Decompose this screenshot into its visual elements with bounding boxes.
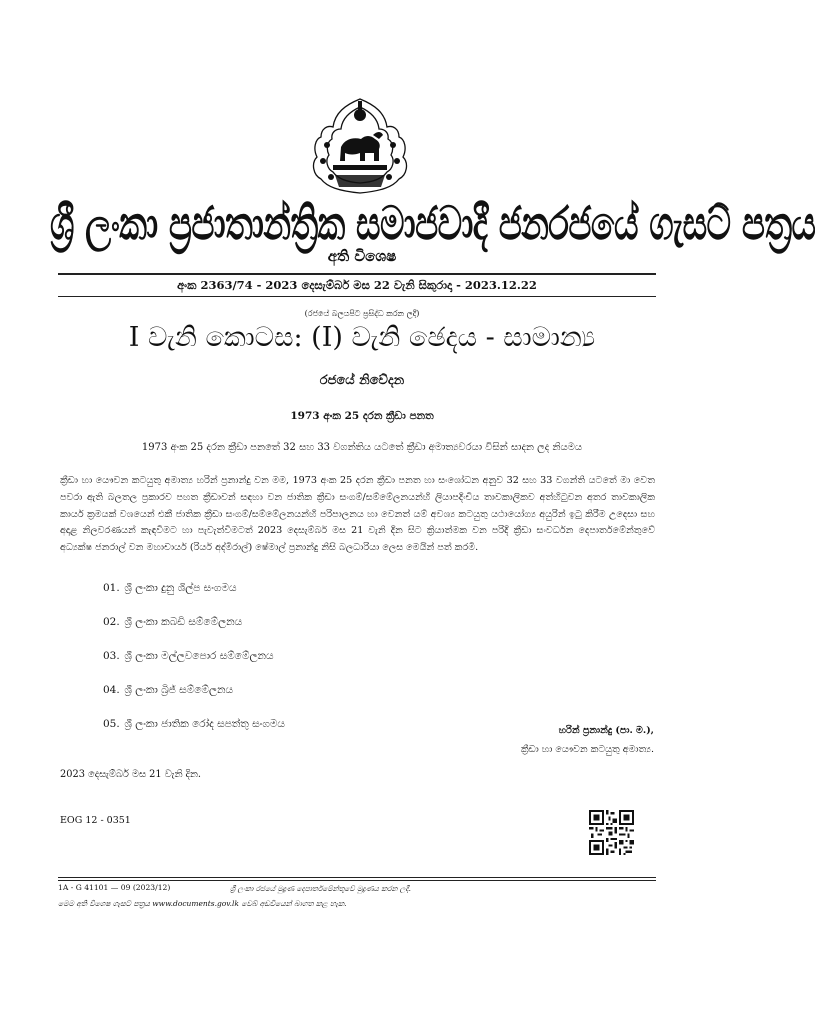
list-item-number: 05. — [103, 718, 120, 730]
gazette-subtitle: අති විශෙෂ — [327, 247, 397, 265]
list-item-label: ශ්‍රී ලංකා මල්ලවපොර සම්මේලනය — [124, 650, 274, 662]
footer-rule-inner — [58, 880, 656, 881]
footer-printer-note: ශ්‍රී ලංකා රජයේ මුද්‍රණ දෙපාර්තමේන්තුවේ මුද්‍රණය කරන ලදී. — [230, 884, 411, 893]
list-item-label: ශ්‍රී ලංකා කබඩි සම්මේලනය — [124, 616, 243, 628]
gazette-title: ශ්‍රී ලංකා ප්‍රජාතාන්ත්‍රික සමාජවාදී ජනරජයේ ගැසට් පත්‍රය — [50, 197, 815, 251]
authority-line: (රජයේ බලයපිට ප්‍රසිද්ධ කරන ලදී) — [304, 309, 420, 318]
section-title: රජයේ නිවේදන — [319, 373, 405, 388]
list-item — [103, 683, 285, 717]
footer-download-note: මෙම අති විශෙෂ ගැසට් පත්‍රය www.documents.gov.lk වෙබ් අඩවියෙන් බාගත කළ හැක. — [58, 899, 347, 908]
notice-date: 2023 දෙසැම්බර් මස 21 වැනි දින. — [60, 769, 201, 780]
signature-block — [521, 721, 654, 759]
association-list — [103, 581, 285, 751]
signatory-title: ක්‍රීඩා හා යෞවන කටයුතු අමාත්‍ය. — [520, 744, 654, 755]
list-item-label: ශ්‍රී ලංකා දුනු ශිල්ප සංගමය — [124, 582, 237, 594]
notice-body: ක්‍රීඩා හා යෞවන කටයුතු අමාත්‍ය හරින් ප්‍රනාන්දු වන මම, 1973 අංක 25 දරන ක්‍රීඩා පනත හා සංශෝධන අනුව 32 සහ 33 වගන්ති යටතේ මා වෙත පවරා ඇති බලතල ප්‍රකාරව පහත ක්‍රීඩාවන් සඳහා වන ජාතික ක්‍රීඩා සංගම්/සම්මේලනයන්හි ලියාපදිංචිය තාවකාලිකව අත්හිටුවන අතර තාවකාලික කාර්ය ක්‍රමයක් වශයෙන් එකී ජාතික ක්‍රීඩා සංගම්/සම්මේලනයන්හි පරිපාලනය හා වෙනත් යම් අවශ්‍ය කටයුතු යථායෝග්‍ය අයුරින් ඉටු කිරීම උදෙසා සහ අදාළ නිලවරණයන් කැඳවීමට හා පැවැත්වීමටත් 2023 දෙසැම්බර් මස 21 වැනි දින සිට ක්‍රියාත්මක වන පරිදි ක්‍රීඩා සංවර්ධන දෙපාර්තමේන්තුවේ අධ්‍යක්ෂ ජනරාල් වන මහාචාර්ය (රියර් අද්මිරාල්) ෂේමාල් ප්‍රනාන්දු නිසි බලධාරියා ලෙස මෙයින් පත් කරමි. — [60, 475, 655, 554]
qr-code-icon — [589, 810, 634, 855]
list-item-label: ශ්‍රී ලංකා බ්‍රිජ් සම්මේලනය — [124, 684, 234, 696]
issue-line: අංක 2363/74 - 2023 දෙසැම්බර් මස 22 වැනි සිකුරාදා - 2023.12.22 — [177, 278, 537, 292]
list-item — [103, 615, 285, 649]
sri-lanka-national-emblem-icon — [305, 95, 415, 199]
issue-top-rule — [58, 273, 656, 275]
issue-bottom-rule — [58, 296, 656, 297]
reference-number: EOG 12 - 0351 — [60, 815, 131, 826]
act-title: 1973 අංක 25 දරන ක්‍රීඩා පනත — [290, 410, 434, 422]
footer-rule — [58, 877, 656, 878]
list-item — [103, 581, 285, 615]
list-item-number: 01. — [103, 582, 120, 594]
list-item — [103, 649, 285, 683]
list-item-label: ශ්‍රී ලංකා ජාතික රෝද සපත්තු සංගමය — [124, 718, 285, 730]
part-title: I වැනි කොටස: (I) වැනි ඡෙදය - සාමාන්‍ය — [128, 322, 596, 353]
list-item-number: 02. — [103, 616, 120, 628]
footer-print-code: 1A - G 41101 — 09 (2023/12) — [58, 883, 171, 892]
list-item-number: 03. — [103, 650, 120, 662]
list-item — [103, 717, 285, 751]
regulation-title: 1973 අංක 25 දරන ක්‍රීඩා පනතේ 32 සහ 33 වගන්තිය යටතේ ක්‍රීඩා අමාත්‍යවරයා විසින් සාදන ලද නියමය — [141, 442, 583, 453]
list-item-number: 04. — [103, 684, 120, 696]
signatory-name: හරින් ප්‍රනාන්දු (පා. ම.), — [558, 725, 654, 736]
